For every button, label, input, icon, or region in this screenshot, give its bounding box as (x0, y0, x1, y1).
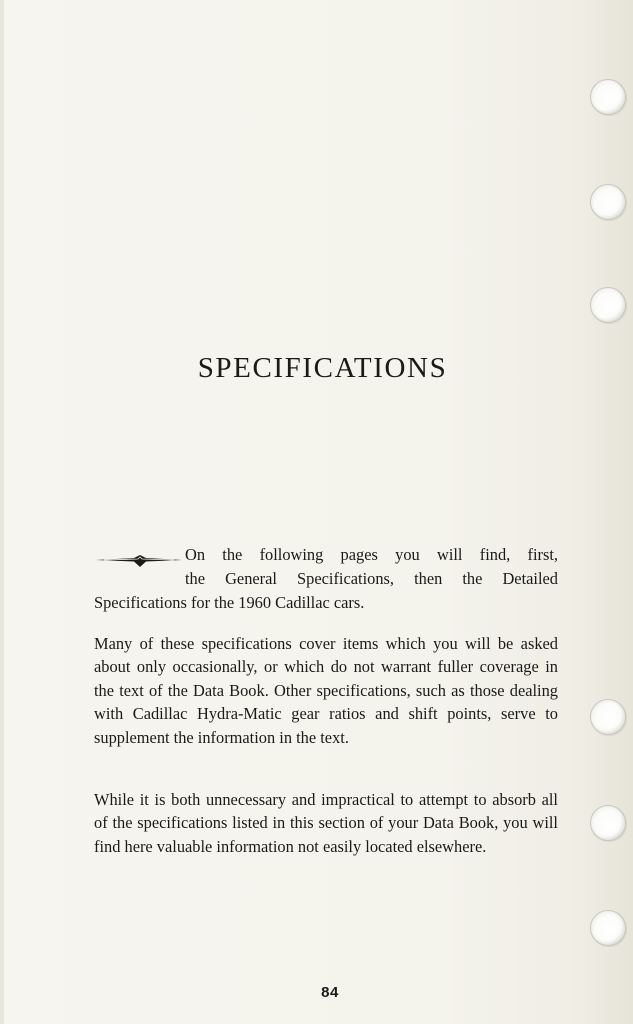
cadillac-v-emblem-icon (94, 553, 184, 569)
page-title: SPECIFICATIONS (197, 352, 448, 384)
binder-hole (590, 910, 626, 946)
specifications-paragraph: Many of these specifications cover items which you will be asked about only occasionally, or which do not warrant fuller coverage in the text of the Data Book. Other specifications, such as those dealing with Cadillac Hydra-Matic gear ratios and shift points, serve to supplement the information in the text. (94, 634, 558, 747)
binder-hole (590, 79, 626, 115)
binder-hole (590, 287, 626, 323)
intro-line-1: On the following pages you will find, first, (185, 545, 558, 564)
page-edge (0, 0, 4, 1024)
page-number: 84 (321, 984, 339, 1001)
data-book-paragraph: While it is both unnecessary and impractical to attempt to absorb all of the specifications listed in this section of your Data Book, you will find here valuable information not easily located elsewhere. (94, 790, 558, 856)
binder-hole (590, 805, 626, 841)
intro-line-3: Specifications for the 1960 Cadillac cars. (94, 593, 365, 612)
binder-hole (590, 184, 626, 220)
binder-hole (590, 699, 626, 735)
intro-line-2: the General Specifications, then the Detailed (185, 569, 558, 588)
intro-paragraph (94, 543, 558, 615)
